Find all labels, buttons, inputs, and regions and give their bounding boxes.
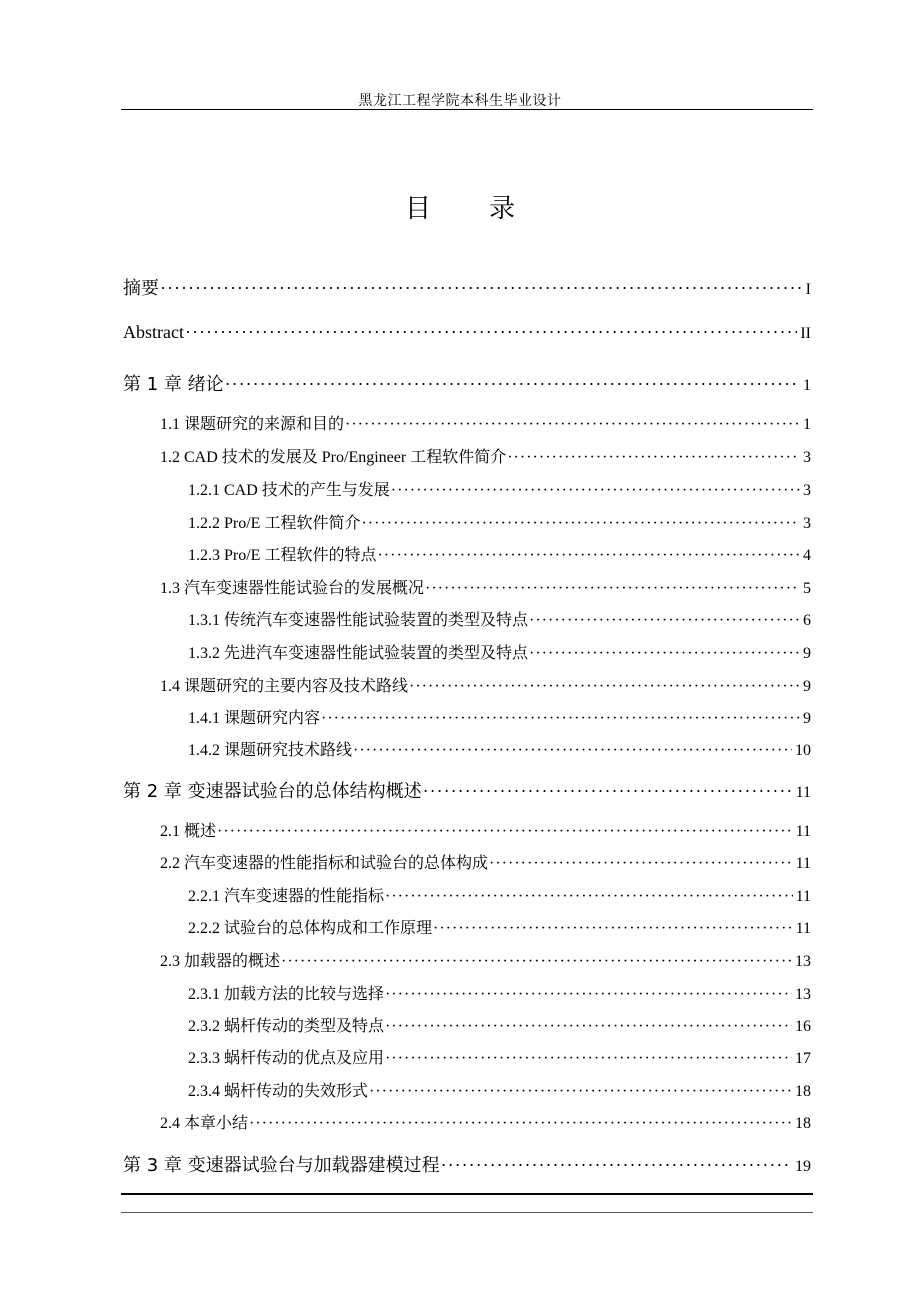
toc-entry-page: 11 (795, 784, 811, 801)
toc-entry-page: 17 (795, 1050, 811, 1067)
toc-entry-page: 1 (803, 416, 811, 433)
toc-title (0, 188, 920, 225)
toc-entry-abstract-en[interactable] (123, 322, 811, 343)
dot-leader (529, 612, 800, 630)
dot-leader (377, 547, 800, 565)
toc-entry-label: 2.2.2 试验台的总体构成和工作原理 (188, 920, 433, 937)
toc-entry-page: 6 (803, 612, 811, 629)
dot-leader (385, 888, 793, 906)
toc-entry-page: 3 (803, 449, 811, 466)
toc-entry-label: 2.1 概述 (160, 823, 217, 840)
footer-rule-thick (121, 1193, 813, 1195)
toc-entry-page: 11 (795, 920, 811, 937)
toc-entry-1-2-2[interactable] (188, 510, 811, 533)
dot-leader (425, 580, 800, 598)
header-rule (121, 109, 813, 110)
toc-entry-page: 4 (803, 547, 811, 564)
toc-entry-abstract-cn[interactable] (123, 274, 811, 300)
toc-entry-label: 1.4 课题研究的主要内容及技术路线 (160, 678, 409, 695)
toc-entry-page: II (800, 325, 811, 342)
toc-entry-2-3-3[interactable] (188, 1045, 811, 1068)
dot-leader (321, 710, 800, 728)
dot-leader (249, 1115, 792, 1133)
toc-entry-2-3-4[interactable] (188, 1078, 811, 1101)
toc-entry-label: 1.2.1 CAD 技术的产生与发展 (188, 482, 390, 499)
dot-leader (385, 986, 792, 1004)
toc-entry-1-4-1[interactable] (188, 705, 811, 728)
dot-leader (385, 1050, 792, 1068)
toc-entry-1-3[interactable] (160, 575, 811, 598)
toc-entry-page: 13 (795, 986, 811, 1003)
dot-leader (529, 645, 800, 663)
toc-entry-page: 9 (803, 710, 811, 727)
toc-entry-1-2-1[interactable] (188, 477, 811, 500)
running-header: 黑龙江工程学院本科生毕业设计 (358, 94, 562, 109)
toc-entry-label: 2.4 本章小结 (160, 1115, 249, 1132)
toc-entry-1-2-3[interactable] (188, 542, 811, 565)
toc-entry-label: 1.1 课题研究的来源和目的 (160, 416, 345, 433)
dot-leader (369, 1083, 792, 1101)
toc-entry-label: 1.4.2 课题研究技术路线 (188, 742, 353, 759)
toc-entry-page: I (805, 281, 811, 298)
dot-leader (160, 278, 803, 299)
toc-entry-page: 11 (795, 855, 811, 872)
toc-entry-chapter-1[interactable] (123, 370, 811, 396)
dot-leader (217, 823, 793, 841)
toc-entry-2-3-2[interactable] (188, 1013, 811, 1036)
toc-entry-page: 13 (795, 953, 811, 970)
dot-leader (391, 482, 800, 500)
toc-entry-label: 2.2.1 汽车变速器的性能指标 (188, 888, 385, 905)
toc-entry-label: 2.3.3 蜗杆传动的优点及应用 (188, 1050, 385, 1067)
toc-entry-chapter-3[interactable] (123, 1151, 811, 1177)
toc-entry-label: 2.3 加载器的概述 (160, 953, 281, 970)
dot-leader (361, 515, 800, 533)
toc-entry-2-2[interactable] (160, 850, 811, 873)
dot-leader (385, 1018, 792, 1036)
toc-entry-page: 11 (795, 823, 811, 840)
toc-entry-label: 2.3.4 蜗杆传动的失效形式 (188, 1083, 369, 1100)
toc-entry-1-4-2[interactable] (188, 737, 811, 760)
toc-entry-label: 第 3 章 变速器试验台与加载器建模过程 (123, 1155, 440, 1176)
toc-entry-2-1[interactable] (160, 818, 811, 841)
toc-entry-2-3[interactable] (160, 948, 811, 971)
dot-leader (507, 449, 800, 467)
toc-entry-page: 16 (795, 1018, 811, 1035)
toc-entry-label: 1.2 CAD 技术的发展及 Pro/Engineer 工程软件简介 (160, 449, 507, 466)
toc-entry-1-2[interactable] (160, 444, 811, 467)
toc-entry-label: 2.3.1 加载方法的比较与选择 (188, 986, 385, 1003)
toc-entry-page: 3 (803, 482, 811, 499)
toc-entry-label: 1.3.1 传统汽车变速器性能试验装置的类型及特点 (188, 612, 529, 629)
toc-entry-label: 2.2 汽车变速器的性能指标和试验台的总体构成 (160, 855, 489, 872)
toc-entry-page: 18 (795, 1083, 811, 1100)
toc-entry-page: 9 (803, 645, 811, 662)
toc-title-right: 录 (489, 194, 516, 224)
toc-entry-page: 3 (803, 515, 811, 532)
dot-leader (225, 374, 800, 395)
toc-entry-1-3-2[interactable] (188, 640, 811, 663)
toc-entry-page: 18 (795, 1115, 811, 1132)
toc-entry-label: 1.3.2 先进汽车变速器性能试验装置的类型及特点 (188, 645, 529, 662)
toc-entry-page: 19 (795, 1158, 811, 1175)
toc-entry-label: 1.4.1 课题研究内容 (188, 710, 321, 727)
toc-entry-page: 9 (803, 678, 811, 695)
dot-leader (281, 953, 792, 971)
dot-leader (185, 322, 797, 343)
dot-leader (489, 855, 793, 873)
toc-entry-2-2-2[interactable] (188, 915, 811, 938)
toc-entry-label: 2.3.2 蜗杆传动的类型及特点 (188, 1018, 385, 1035)
footer-rule-thin (121, 1212, 813, 1213)
toc-entry-2-4[interactable] (160, 1110, 811, 1133)
toc-title-left: 目 (404, 194, 431, 224)
toc-entry-page: 10 (795, 742, 811, 759)
toc-entry-label: 第 1 章 绪论 (123, 374, 224, 395)
toc-entry-page: 11 (795, 888, 811, 905)
dot-leader (433, 920, 793, 938)
dot-leader (409, 678, 800, 696)
toc-entry-chapter-2[interactable] (123, 777, 811, 803)
dot-leader (345, 416, 800, 434)
toc-entry-page: 5 (803, 580, 811, 597)
toc-entry-label: 1.3 汽车变速器性能试验台的发展概况 (160, 580, 425, 597)
dot-leader (353, 742, 792, 760)
toc-entry-label: Abstract (123, 322, 184, 342)
toc-entry-1-4[interactable] (160, 673, 811, 696)
toc-entry-2-3-1[interactable] (188, 981, 811, 1004)
dot-leader (441, 1155, 792, 1176)
toc-entry-2-2-1[interactable] (188, 883, 811, 906)
toc-entry-1-1[interactable] (160, 411, 811, 434)
toc-entry-label: 第 2 章 变速器试验台的总体结构概述 (123, 781, 422, 802)
dot-leader (423, 781, 793, 802)
toc-entry-label: 摘要 (123, 278, 159, 299)
toc-entry-page: 1 (803, 377, 811, 394)
toc-entry-1-3-1[interactable] (188, 607, 811, 630)
toc-entry-label: 1.2.2 Pro/E 工程软件简介 (188, 515, 361, 532)
toc-entry-label: 1.2.3 Pro/E 工程软件的特点 (188, 547, 377, 564)
